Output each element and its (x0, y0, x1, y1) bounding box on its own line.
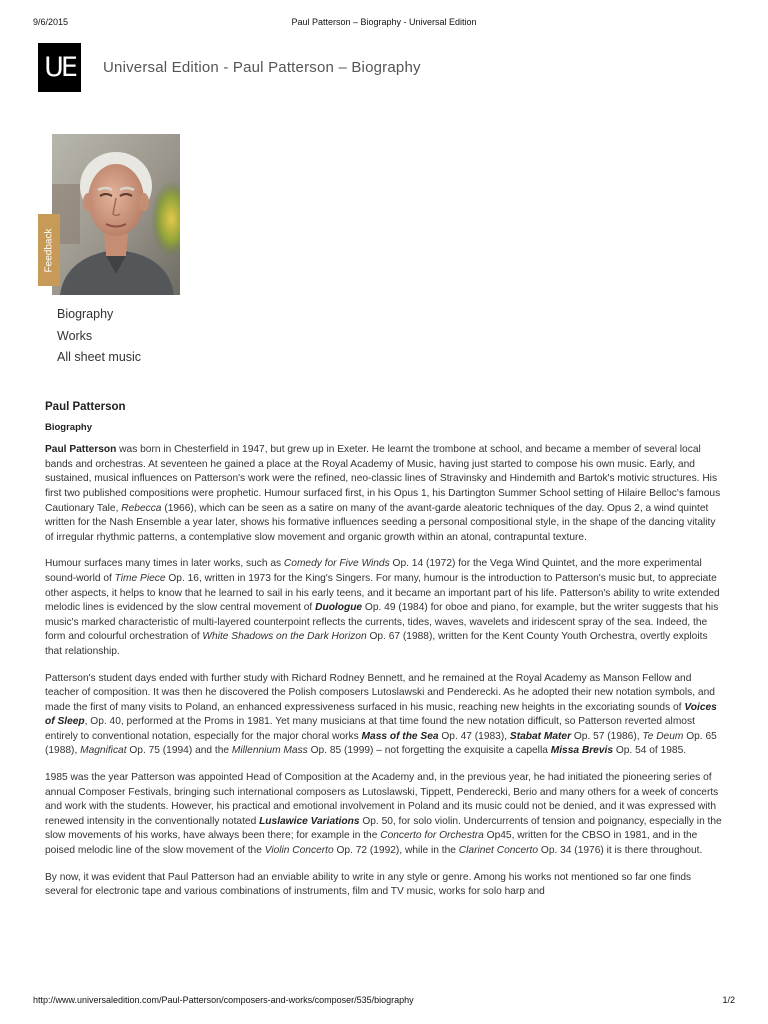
work-title: Stabat Mater (509, 730, 572, 742)
work-title: Te Deum (642, 730, 684, 742)
work-title: Millennium Mass (231, 745, 308, 757)
text-run: Op. 57 (1986), (571, 730, 643, 742)
text-run: Op. 65 (1988), (45, 730, 717, 757)
print-date: 9/6/2015 (33, 17, 69, 27)
text-run: Op. 50, for solo violin. Undercurrents of tension and poignancy, especially in the slow movements of his works, have always been there; for example in the (45, 815, 722, 842)
bio-paragraph (45, 871, 725, 900)
work-title: Luslawice Variations (259, 815, 360, 827)
work-title: Duologue (315, 602, 363, 614)
site-title: Universal Edition - Paul Patterson – Biography (103, 59, 421, 76)
bio-paragraph (45, 771, 725, 859)
text-run: 1985 was the year Patterson was appointed Head of Composition at the Academy and, in the previous year, he had initiated the pioneering series of annual Composer Festivals, bringing such international composers as Lutoslawski, Tippett, Penderecki, Berio and many others for a week of concerts and work with the students. However, his practical and emotional involvement in Poland and its music could not be denied, and it was expressed with renewed intensity in the conventionally notated (45, 772, 719, 827)
nav-link-works[interactable]: Works (57, 328, 93, 343)
text-run: Op. 85 (1999) – not forgetting the exquisite a capella (307, 745, 551, 757)
text-run: Op. 72 (1992), while in the (333, 845, 459, 857)
text-run: Op. 75 (1994) and the (126, 745, 232, 757)
text-run: Op45, written for the CBSO in 1981, and in the poised melodic line of the slow movement of the (45, 830, 698, 857)
logo-text: UE (44, 52, 75, 83)
print-page-title: Paul Patterson – Biography - Universal Edition (291, 17, 477, 27)
text-run: Op. 54 of 1985. (613, 745, 687, 757)
composer-nav (57, 304, 141, 369)
print-page-number: 1/2 (722, 995, 735, 1005)
text-run: Op. 67 (1988), written for the Kent County Youth Orchestra, overtly exploits that relationship. (45, 631, 708, 657)
feedback-tab[interactable] (38, 214, 60, 286)
text-run: Op. 49 (1984) for oboe and piano, for example, but the writer suggests that his music's marked characteristic of multi-layered counterpoint reflects the currents, tides, waves, wavelets and iridescent spray of the sea. Indeed, the form and colourful orchestration of (45, 602, 719, 643)
nav-link-biography[interactable]: Biography (57, 307, 114, 321)
text-run: Patterson's student days ended with further study with Richard Rodney Bennett, and he remained at the Royal Academy as Manson Fellow and teacher of composition. It was then he discovered the Polish composers Lutoslawski and Penderecki. As he adopted their new notation symbols, and made the first of many visits to Poland, an enhanced expressiveness surfaced in his music, reaching new heights in the excoriating sounds of (45, 672, 715, 713)
composer-portrait (52, 134, 180, 295)
biography-content (45, 400, 725, 912)
text-run: Humour surfaces many times in later works, such as (45, 558, 284, 570)
print-url: http://www.universaledition.com/Paul-Patterson/composers-and-works/composer/535/biography (33, 995, 414, 1005)
work-title: Rebecca (121, 502, 162, 514)
nav-link-all-sheet-music[interactable]: All sheet music (57, 350, 142, 364)
text-run: Op. 16, written in 1973 for the King's Singers. For many, humour is the introduction to Patterson's music but, to appreciate other aspects, it helps to know that he learned to sail in his early teens, and it became an important part of his life. Patterson's ability to write extended melodic lines is evidenced by the slow central movement of (45, 572, 720, 614)
section-title: Biography (45, 421, 92, 433)
biography-text (45, 443, 725, 900)
feedback-label: Feedback (43, 228, 55, 272)
work-title: Voices of Sleep (45, 701, 717, 728)
ue-logo[interactable] (38, 43, 81, 92)
text-run: Op. 47 (1983), (438, 730, 510, 742)
text-run: (1966), which can be seen as a satire on many of the avant-garde aleatoric techniques of the day. Opus 2, a wind quintet written for the Nash Ensemble a year later, shows his formative influences seeding a personal compositional style, in the shape of the dancing vitality of irregular rhythmic patterns, a contemplative slow movement and organic growth within an atonal, contrapuntal texture. (45, 502, 716, 543)
text-run: , Op. 40, performed at the Proms in 1981. Yet many musicians at that time found the new notation difficult, so Patterson reverted almost entirely to conventional notation, especially for the major choral works (45, 716, 695, 742)
bio-paragraph (45, 443, 725, 545)
work-title: Missa Brevis (550, 745, 614, 757)
work-title: Clarinet Concerto (458, 845, 539, 857)
work-title: White Shadows on the Dark Horizon (202, 631, 367, 643)
work-title: Concerto for Orchestra (380, 830, 484, 842)
bio-paragraph (45, 557, 725, 659)
composer-name: Paul Patterson (45, 401, 126, 413)
work-title: Magnificat (80, 745, 127, 757)
text-run: Op. 14 (1972) for the Vega Wind Quintet, and the more experimental sound-world of (45, 558, 702, 584)
text-run: By now, it was evident that Paul Patterson had an enviable ability to write in any style or genre. Among his works not mentioned so far one finds several for electronic tape and various combinations of instruments, film and TV music, works for solo harp and (45, 871, 692, 898)
work-title: Time Piece (114, 572, 166, 584)
work-title: Mass of the Sea (361, 730, 439, 742)
bio-paragraph (45, 672, 725, 760)
work-title: Violin Concerto (264, 845, 334, 857)
text-run: was born in Chesterfield in 1947, but grew up in Exeter. He learnt the trombone at school, and became a member of several local bands and orchestras. At seventeen he gained a place at the Royal Academy of Music, having just started to compose his own music. Early, and sustained, musical influences on Patterson's work were the refined, neo-classic lines of Stravinsky and Hindemith and Bartok's motivic structures. His first two published compositions were prophetic. Humour surfaced first, in his Opus 1, his Dartington Summer School setting of Hilaire Belloc's famous Cautionary Tale, (45, 444, 721, 514)
bold-text: Paul Patterson (45, 444, 117, 456)
text-run: Op. 34 (1976) it is there throughout. (538, 845, 703, 857)
work-title: Comedy for Five Winds (283, 558, 390, 570)
